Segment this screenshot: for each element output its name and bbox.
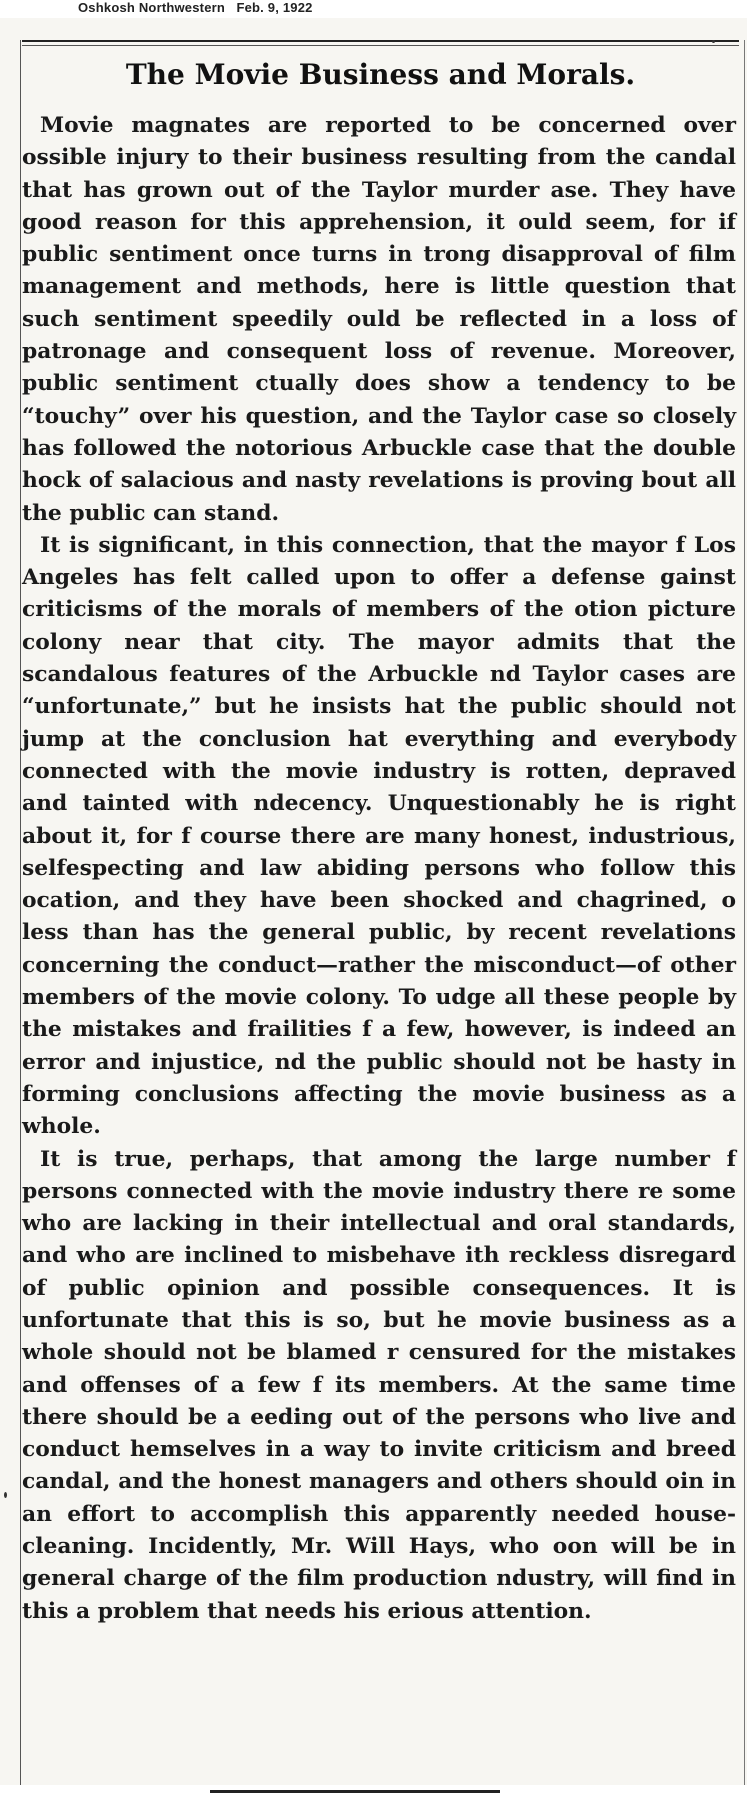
source-credit — [78, 0, 313, 15]
column-rule-right — [744, 40, 745, 1785]
article-paragraph-3: It is true, perhaps, that among the large number f persons connected with the movie industry there re some who are lacking in their intellectual and oral standards, and who are inclined to misbehave ith reckless disregard of public opinion and possible consequences. It is unfortunate that this is so, but he movie business as a whole should not be blamed r censured for the mistakes and offenses of a few f its members. At the same time there should be a eeding out of the persons who live and conduct hemselves in a way to invite criticism and breed candal, and the honest managers and others should oin in an effort to accomplish this apparently needed house-cleaning. Incidently, Mr. Will Hays, who oon will be in general charge of the film production ndustry, will find in this a problem that needs his erious attention. — [22, 1146, 736, 1624]
print-speck — [4, 1492, 7, 1498]
article-headline: The Movie Business and Morals. — [125, 58, 636, 91]
article-paragraph-2: It is significant, in this connection, that the mayor f Los Angeles has felt called upon to offer a defense gainst criticisms of the morals of members of the otion picture colony near that city. The mayor admits that the scandalous features of the Arbuckle nd Taylor cases are “unfortunate,” but he insists hat the public should not jump at the conclusion hat everything and everybody connected with the movie industry is rotten, depraved and tainted with ndecency. Unquestionably he is right about it, for f course there are many honest, industrious, selfespecting and law abiding persons who follow this ocation, and they have been shocked and chagrined, o less than has the general public, by recent revelations concerning the conduct—rather the misconduct—of other members of the movie colony. To udge all these people by the mistakes and frailities f a few, however, is indeed an error and injustice, nd the public should not be hasty in forming conclusions affecting the movie business as a whole. — [22, 532, 736, 1140]
publication-date: Feb. 9, 1922 — [236, 0, 313, 15]
article-body — [22, 110, 736, 1628]
article-paragraph-1: Movie magnates are reported to be concerned over ossible injury to their business resulting from the candal that has grown out of the Taylor murder ase. They have good reason for this apprehension, it ould seem, for if public sentiment once turns in trong disapproval of film management and methods, here is little question that such sentiment speedily ould be reflected in a loss of patronage and consequent loss of revenue. Moreover, public sentiment ctually does show a tendency to be “touchy” over his question, and the Taylor case so closely has followed the notorious Arbuckle case that the double hock of salacious and nasty revelations is proving bout all the public can stand. — [22, 113, 736, 526]
top-rule-thin — [22, 45, 739, 46]
column-rule-left — [20, 40, 21, 1785]
newspaper-clipping — [0, 18, 747, 1785]
top-rule — [22, 40, 739, 42]
print-speck — [712, 40, 715, 43]
newspaper-name: Oshkosh Northwestern — [78, 0, 226, 15]
